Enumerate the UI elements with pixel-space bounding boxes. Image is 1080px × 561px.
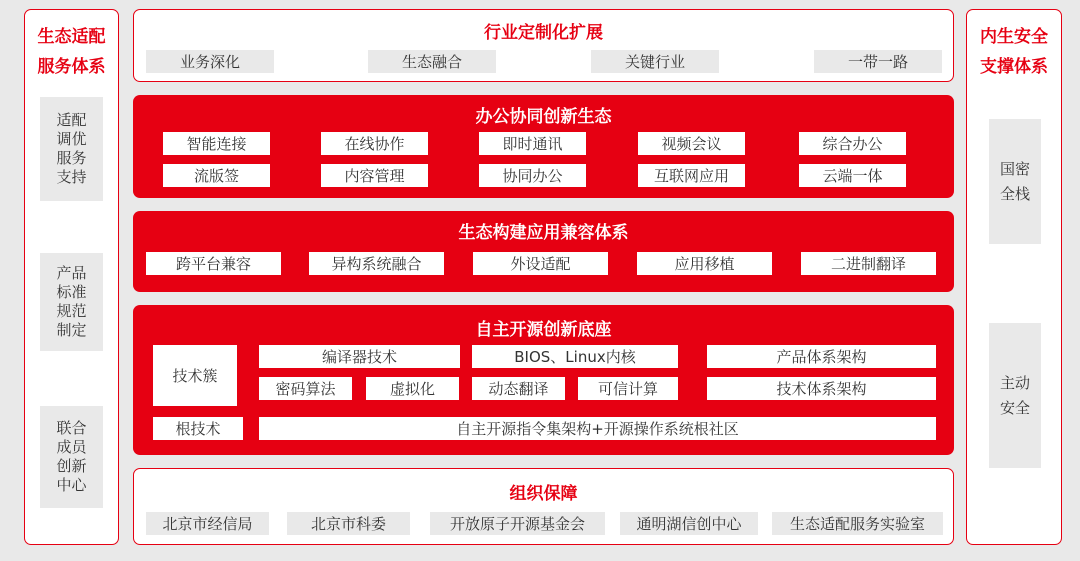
right-title-line-1: 内生安全 <box>980 27 1048 47</box>
office-title: 办公协同创新生态 <box>475 107 612 127</box>
left-box-2-line: 制定 <box>56 321 87 339</box>
compat-item: 二进制翻译 <box>801 252 936 275</box>
crypto-algorithm: 密码算法 <box>259 377 352 400</box>
right-column-panel <box>966 9 1062 545</box>
office-item: 综合办公 <box>799 132 906 155</box>
dynamic-translation: 动态翻译 <box>472 377 565 400</box>
office-panel <box>133 95 954 198</box>
office-item: 云端一体 <box>799 164 906 187</box>
base-panel <box>133 305 954 455</box>
left-box-2-line: 标准 <box>56 283 87 301</box>
right-box-active-security <box>989 323 1041 468</box>
right-box-2-line: 安全 <box>999 398 1030 417</box>
left-title-line-1: 生态适配 <box>37 27 106 47</box>
virtualization: 虚拟化 <box>366 377 459 400</box>
right-title-line-2: 支撑体系 <box>980 57 1048 77</box>
compat-item: 应用移植 <box>637 252 772 275</box>
right-box-crypto-stack <box>989 119 1041 244</box>
left-box-3-line: 成员 <box>56 438 87 456</box>
office-item: 内容管理 <box>321 164 428 187</box>
left-box-3-line: 中心 <box>56 476 87 494</box>
industry-panel <box>133 9 954 82</box>
compat-item: 异构系统融合 <box>309 252 444 275</box>
left-column-panel <box>24 9 119 545</box>
compiler-tech: 编译器技术 <box>259 345 460 368</box>
org-item: 北京市科委 <box>287 512 410 535</box>
left-box-1-line: 服务 <box>56 149 87 167</box>
org-title: 组织保障 <box>509 484 578 504</box>
office-item: 视频会议 <box>638 132 745 155</box>
right-column-title <box>967 22 1061 82</box>
left-box-product-standards <box>40 253 103 351</box>
tech-cluster-label: 技术簇 <box>153 345 237 406</box>
right-box-2-line: 主动 <box>999 373 1030 392</box>
left-box-adapt-support <box>40 97 103 201</box>
office-item: 即时通讯 <box>479 132 586 155</box>
compat-item: 外设适配 <box>473 252 608 275</box>
left-box-joint-innovation <box>40 406 103 508</box>
right-box-1-line: 国密 <box>999 159 1030 178</box>
industry-item: 关键行业 <box>591 50 719 73</box>
industry-item: 生态融合 <box>368 50 496 73</box>
left-box-3-line: 创新 <box>56 457 87 475</box>
left-box-2-line: 规范 <box>56 302 87 320</box>
industry-item: 业务深化 <box>146 50 274 73</box>
org-item: 生态适配服务实验室 <box>772 512 943 535</box>
left-box-2-line: 产品 <box>56 264 87 282</box>
trusted-computing: 可信计算 <box>578 377 678 400</box>
base-title: 自主开源创新底座 <box>475 320 612 340</box>
product-architecture: 产品体系架构 <box>707 345 936 368</box>
compat-title: 生态构建应用兼容体系 <box>458 223 629 243</box>
compat-panel <box>133 211 954 292</box>
office-item: 互联网应用 <box>638 164 745 187</box>
left-box-1-line: 适配 <box>56 111 87 129</box>
industry-title: 行业定制化扩展 <box>484 23 603 43</box>
left-title-line-2: 服务体系 <box>37 57 106 77</box>
left-column-title <box>25 22 118 82</box>
bios-linux-kernel: BIOS、Linux内核 <box>472 345 678 368</box>
office-item: 协同办公 <box>479 164 586 187</box>
left-box-1-line: 调优 <box>56 130 87 148</box>
office-item: 在线协作 <box>321 132 428 155</box>
org-item: 北京市经信局 <box>146 512 269 535</box>
compat-item: 跨平台兼容 <box>146 252 281 275</box>
org-panel <box>133 468 954 545</box>
office-item: 智能连接 <box>163 132 270 155</box>
tech-architecture: 技术体系架构 <box>707 377 936 400</box>
office-item: 流版签 <box>163 164 270 187</box>
org-item: 开放原子开源基金会 <box>430 512 605 535</box>
right-box-1-line: 全栈 <box>999 184 1030 203</box>
org-item: 通明湖信创中心 <box>620 512 758 535</box>
industry-item: 一带一路 <box>814 50 942 73</box>
left-box-3-line: 联合 <box>56 419 87 437</box>
root-community: 自主开源指令集架构+开源操作系统根社区 <box>259 417 936 440</box>
left-box-1-line: 支持 <box>56 168 87 186</box>
root-tech-label: 根技术 <box>153 417 243 440</box>
